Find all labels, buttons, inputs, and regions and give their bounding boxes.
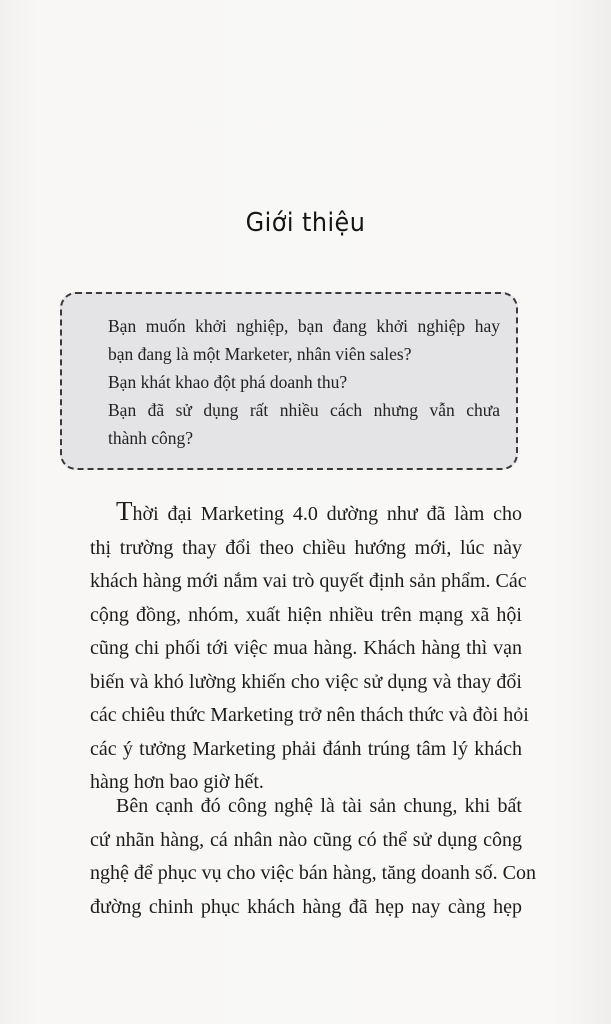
paragraph-line <box>90 498 522 532</box>
paragraph-2 <box>90 790 537 924</box>
paragraph-line: biến và khó lường khiến cho việc sử dụng và thay đổi <box>90 670 522 693</box>
drop-cap-letter: T <box>116 496 133 526</box>
paragraph-line: các ý tưởng Marketing phải đánh trúng tâm lý khách <box>90 737 522 760</box>
paragraph-line: cứ nhãn hàng, cá nhân nào cũng có thể sử dụng công <box>90 828 522 851</box>
paragraph-line: cộng đồng, nhóm, xuất hiện nhiều trên mạng xã hội <box>90 603 522 626</box>
paragraph-1 <box>90 496 529 800</box>
paragraph-line: Bên cạnh đó công nghệ là tài sản chung, khi bất <box>116 795 522 817</box>
callout-line: Bạn muốn khởi nghiệp, bạn đang khởi nghiệp hay <box>108 316 500 336</box>
callout-line: bạn đang là một Marketer, nhân viên sales? <box>108 344 412 364</box>
paragraph-line: khách hàng mới nắm vai trò quyết định sản phẩm. Các <box>90 570 527 592</box>
paragraph-line: hàng hơn bao giờ hết. <box>90 771 264 793</box>
page-title: Giới thiệu <box>245 208 366 238</box>
question-callout-box <box>60 292 518 470</box>
callout-line: Bạn khát khao đột phá doanh thu? <box>108 372 348 392</box>
callout-line: thành công? <box>108 428 194 448</box>
paragraph-line: các chiêu thức Marketing trở nên thách thức và đòi hỏi <box>90 704 529 726</box>
paragraph-line-text: hời đại Marketing 4.0 dường như đã làm cho <box>132 503 522 525</box>
paragraph-line: đường chinh phục khách hàng đã hẹp nay càng hẹp <box>90 895 522 918</box>
paragraph-line: thị trường thay đổi theo chiều hướng mới, lúc này <box>90 536 522 559</box>
paragraph-line: cũng chi phối tới việc mua hàng. Khách hàng thì vạn <box>90 637 522 659</box>
callout-line: Bạn đã sử dụng rất nhiều cách nhưng vẫn chưa <box>108 400 500 420</box>
paragraph-line: nghệ để phục vụ cho việc bán hàng, tăng doanh số. Con <box>90 862 537 884</box>
